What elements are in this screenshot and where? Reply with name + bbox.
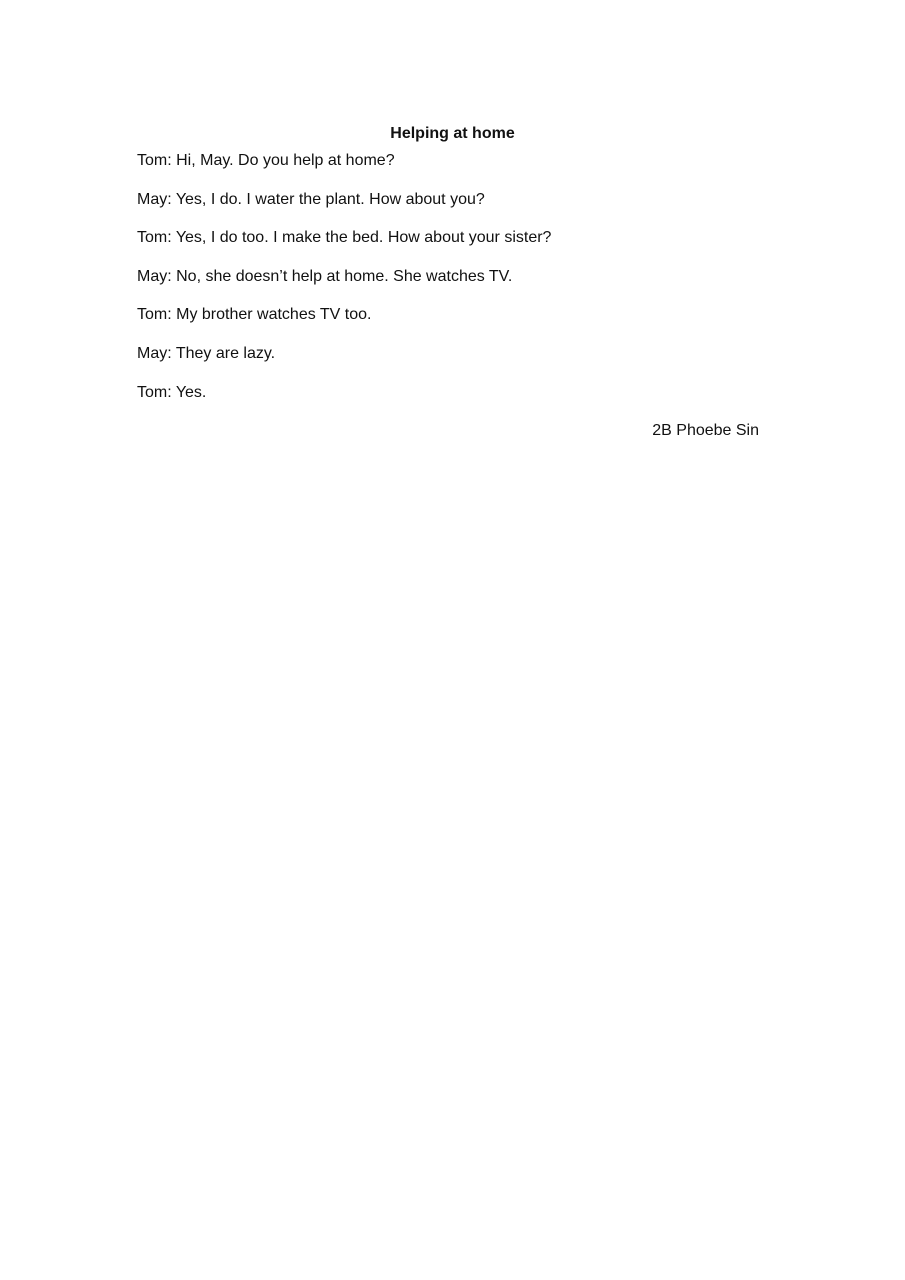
document-title: Helping at home [390,125,515,142]
dialogue-line: May: No, she doesn’t help at home. She watches TV. [137,267,513,285]
dialogue-line: Tom: My brother watches TV too. [137,306,372,324]
dialogue-line: May: Yes, I do. I water the plant. How about you? [137,190,485,208]
dialogue-line: May: They are lazy. [137,344,276,362]
dialogue-line: Tom: Yes, I do too. I make the bed. How about your sister? [137,229,552,247]
author-signature: 2B Phoebe Sin [652,422,759,439]
dialogue-line: Tom: Yes. [137,383,207,401]
dialogue-line: Tom: Hi, May. Do you help at home? [137,152,395,169]
dialogue-list [137,151,777,421]
